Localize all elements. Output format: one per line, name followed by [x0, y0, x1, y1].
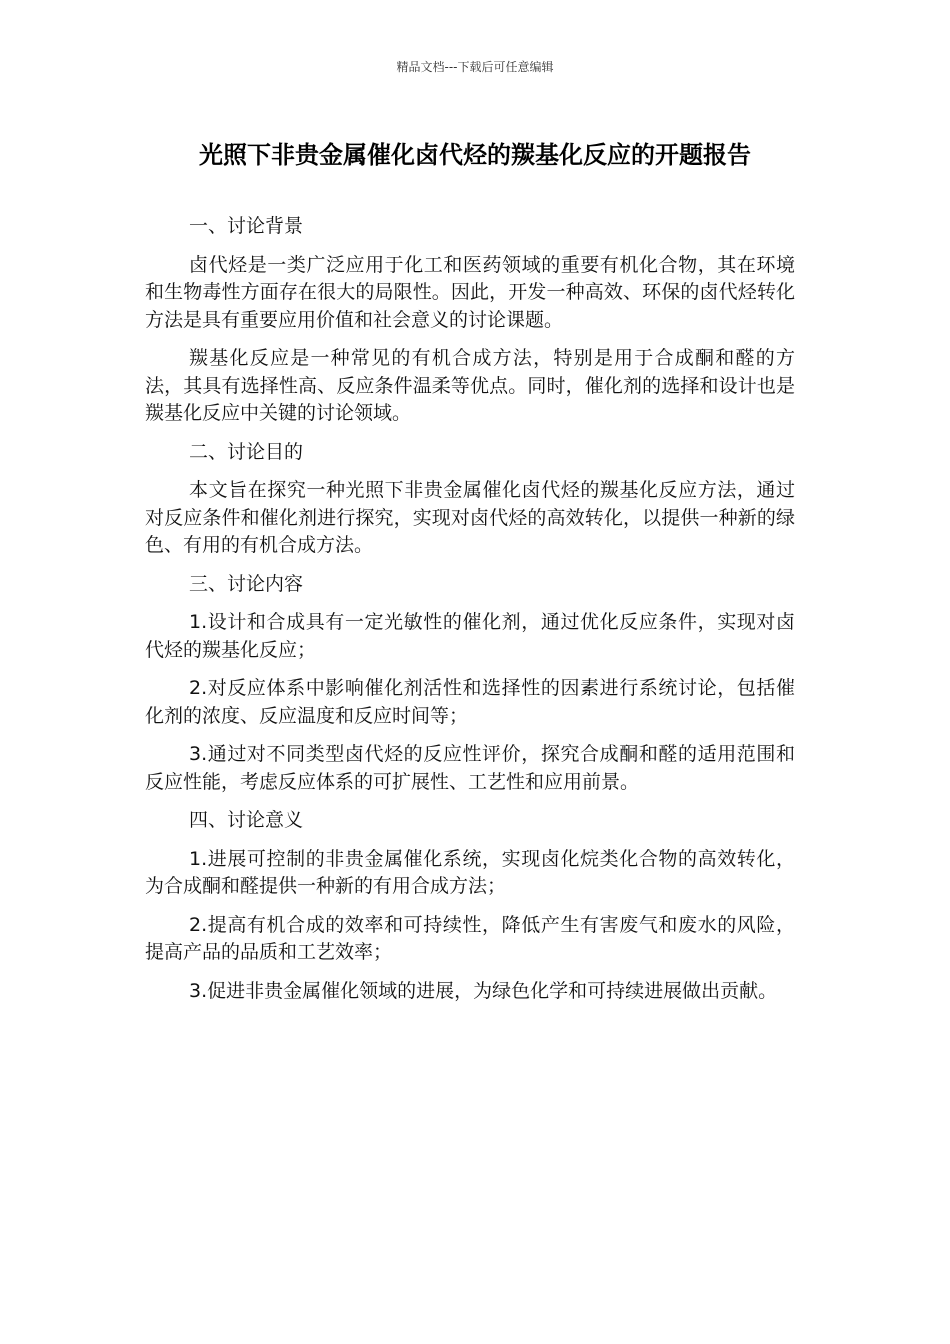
list-item: 1.设计和合成具有一定光敏性的催化剂，通过优化反应条件，实现对卤代烃的羰基化反应； [145, 611, 795, 661]
list-item: 3.通过对不同类型卤代烃的反应性评价，探究合成酮和醛的适用范围和反应性能，考虑反应体系的可扩展性、工艺性和应用前景。 [145, 743, 795, 793]
section-heading-purpose: 二、讨论目的 [189, 440, 304, 463]
paragraph: 羰基化反应是一种常见的有机合成方法，特别是用于合成酮和醛的方法，其具有选择性高、反应条件温柔等优点。同时，催化剂的选择和设计也是羰基化反应中关键的讨论领域。 [145, 347, 795, 424]
header-note: 精品文档---下载后可任意编辑 [396, 60, 554, 74]
section-heading-significance: 四、讨论意义 [189, 809, 304, 831]
document-title: 光照下非贵金属催化卤代烃的羰基化反应的开题报告 [199, 141, 751, 169]
paragraph: 本文旨在探究一种光照下非贵金属催化卤代烃的羰基化反应方法，通过对反应条件和催化剂进行探究，实现对卤代烃的高效转化，以提供一种新的绿色、有用的有机合成方法。 [145, 479, 795, 556]
list-item: 2.提高有机合成的效率和可持续性，降低产生有害废气和废水的风险，提高产品的品质和工艺效率； [145, 913, 795, 963]
list-item: 3.促进非贵金属催化领域的进展，为绿色化学和可持续进展做出贡献。 [189, 979, 778, 1002]
section-heading-content: 三、讨论内容 [189, 572, 304, 595]
list-item: 1.进展可控制的非贵金属催化系统，实现卤化烷类化合物的高效转化，为合成酮和醛提供一种新的有用合成方法； [145, 847, 795, 897]
list-item: 2.对反应体系中影响催化剂活性和选择性的因素进行系统讨论，包括催化剂的浓度、反应温度和反应时间等； [145, 677, 795, 727]
paragraph: 卤代烃是一类广泛应用于化工和医药领域的重要有机化合物，其在环境和生物毒性方面存在很大的局限性。因此，开发一种高效、环保的卤代烃转化方法是具有重要应用价值和社会意义的讨论课题。 [145, 253, 795, 331]
document-body [145, 213, 795, 1016]
section-heading-background: 一、讨论背景 [189, 215, 304, 237]
